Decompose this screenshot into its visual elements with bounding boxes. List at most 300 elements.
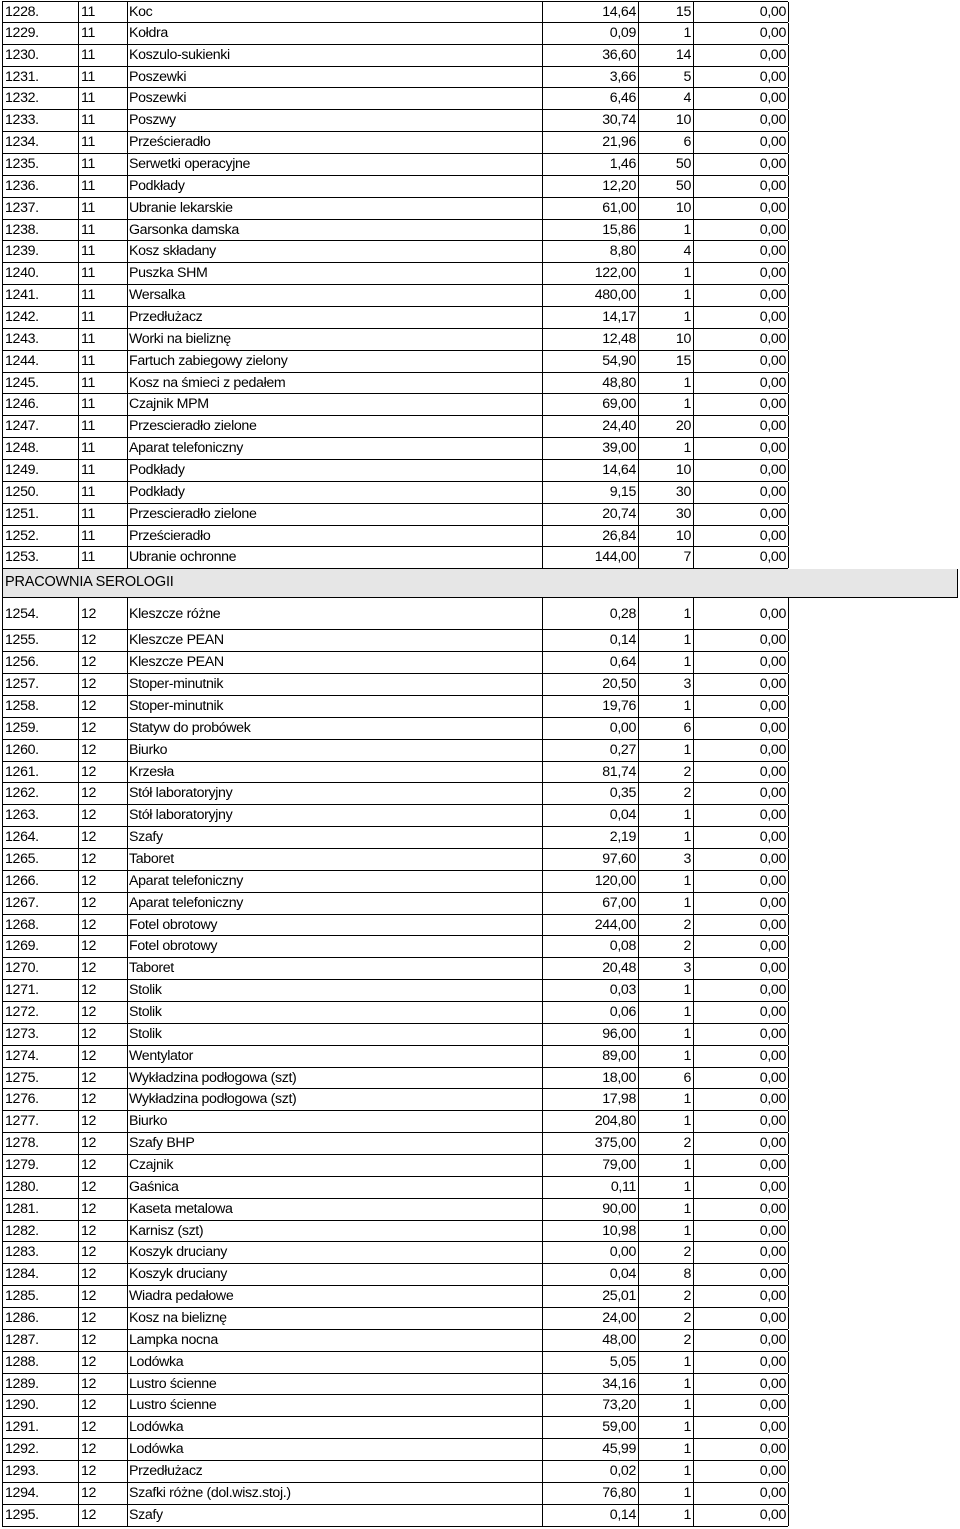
unit-value-cell: 39,00 bbox=[543, 438, 639, 459]
item-name-cell: Biurko bbox=[128, 740, 543, 761]
group-code-cell: 12 bbox=[79, 1461, 128, 1482]
group-code-cell: 12 bbox=[79, 1199, 128, 1220]
table-row bbox=[2, 1111, 788, 1133]
group-code-cell: 12 bbox=[79, 1417, 128, 1438]
section-header bbox=[2, 569, 958, 598]
group-code-cell: 11 bbox=[79, 2, 128, 22]
balance-value-cell: 0,00 bbox=[694, 630, 789, 651]
group-code-cell: 12 bbox=[79, 827, 128, 848]
item-name-cell: Szafy bbox=[128, 1505, 543, 1526]
item-name-cell: Lustro ścienne bbox=[128, 1395, 543, 1416]
quantity-cell: 15 bbox=[639, 2, 694, 22]
unit-value-cell: 0,00 bbox=[543, 1242, 639, 1263]
balance-value-cell: 0,00 bbox=[694, 652, 789, 673]
row-number-cell: 1260. bbox=[3, 740, 79, 761]
table-row bbox=[2, 674, 788, 696]
group-code-cell: 12 bbox=[79, 936, 128, 957]
group-code-cell: 11 bbox=[79, 373, 128, 394]
row-number-cell: 1246. bbox=[3, 394, 79, 415]
item-name-cell: Koszyk druciany bbox=[128, 1242, 543, 1263]
row-number-cell: 1269. bbox=[3, 936, 79, 957]
unit-value-cell: 61,00 bbox=[543, 198, 639, 219]
group-code-cell: 11 bbox=[79, 198, 128, 219]
item-name-cell: Aparat telefoniczny bbox=[128, 871, 543, 892]
quantity-cell: 2 bbox=[639, 936, 694, 957]
item-name-cell: Stolik bbox=[128, 1002, 543, 1023]
balance-value-cell: 0,00 bbox=[694, 1221, 789, 1242]
section-title: PRACOWNIA SEROLOGII bbox=[5, 574, 174, 591]
unit-value-cell: 375,00 bbox=[543, 1133, 639, 1154]
quantity-cell: 6 bbox=[639, 132, 694, 153]
unit-value-cell: 25,01 bbox=[543, 1286, 639, 1307]
group-code-cell: 11 bbox=[79, 132, 128, 153]
quantity-cell: 10 bbox=[639, 110, 694, 131]
table-row bbox=[2, 740, 788, 762]
table-row bbox=[2, 263, 788, 285]
group-code-cell: 12 bbox=[79, 1352, 128, 1373]
table-row bbox=[2, 526, 788, 548]
quantity-cell: 1 bbox=[639, 1461, 694, 1482]
item-name-cell: Poszewki bbox=[128, 88, 543, 109]
unit-value-cell: 122,00 bbox=[543, 263, 639, 284]
table-row bbox=[2, 482, 788, 504]
quantity-cell: 4 bbox=[639, 241, 694, 262]
unit-value-cell: 12,48 bbox=[543, 329, 639, 350]
balance-value-cell: 0,00 bbox=[694, 154, 789, 175]
group-code-cell: 11 bbox=[79, 394, 128, 415]
quantity-cell: 1 bbox=[639, 652, 694, 673]
row-number-cell: 1253. bbox=[3, 547, 79, 568]
group-code-cell: 12 bbox=[79, 1286, 128, 1307]
table-row bbox=[2, 438, 788, 460]
balance-value-cell: 0,00 bbox=[694, 45, 789, 66]
unit-value-cell: 96,00 bbox=[543, 1024, 639, 1045]
group-code-cell: 11 bbox=[79, 67, 128, 88]
balance-value-cell: 0,00 bbox=[694, 762, 789, 783]
row-number-cell: 1271. bbox=[3, 980, 79, 1001]
item-name-cell: Lodówka bbox=[128, 1439, 543, 1460]
quantity-cell: 30 bbox=[639, 504, 694, 525]
item-name-cell: Biurko bbox=[128, 1111, 543, 1132]
table-row bbox=[2, 1068, 788, 1090]
unit-value-cell: 79,00 bbox=[543, 1155, 639, 1176]
table-row bbox=[2, 1330, 788, 1352]
balance-value-cell: 0,00 bbox=[694, 1308, 789, 1329]
table-row bbox=[2, 871, 788, 893]
quantity-cell: 3 bbox=[639, 849, 694, 870]
item-name-cell: Podkłady bbox=[128, 460, 543, 481]
balance-value-cell: 0,00 bbox=[694, 871, 789, 892]
quantity-cell: 5 bbox=[639, 67, 694, 88]
row-number-cell: 1228. bbox=[3, 2, 79, 22]
row-number-cell: 1289. bbox=[3, 1374, 79, 1395]
unit-value-cell: 69,00 bbox=[543, 394, 639, 415]
table-row bbox=[2, 980, 788, 1002]
row-number-cell: 1288. bbox=[3, 1352, 79, 1373]
group-code-cell: 11 bbox=[79, 547, 128, 568]
unit-value-cell: 24,00 bbox=[543, 1308, 639, 1329]
table-row bbox=[2, 198, 788, 220]
quantity-cell: 30 bbox=[639, 482, 694, 503]
unit-value-cell: 0,06 bbox=[543, 1002, 639, 1023]
unit-value-cell: 0,08 bbox=[543, 936, 639, 957]
unit-value-cell: 0,03 bbox=[543, 980, 639, 1001]
row-number-cell: 1281. bbox=[3, 1199, 79, 1220]
quantity-cell: 1 bbox=[639, 1439, 694, 1460]
item-name-cell: Lodówka bbox=[128, 1417, 543, 1438]
balance-value-cell: 0,00 bbox=[694, 1286, 789, 1307]
row-number-cell: 1273. bbox=[3, 1024, 79, 1045]
row-number-cell: 1256. bbox=[3, 652, 79, 673]
unit-value-cell: 45,99 bbox=[543, 1439, 639, 1460]
unit-value-cell: 90,00 bbox=[543, 1199, 639, 1220]
balance-value-cell: 0,00 bbox=[694, 1068, 789, 1089]
group-code-cell: 12 bbox=[79, 674, 128, 695]
quantity-cell: 10 bbox=[639, 460, 694, 481]
unit-value-cell: 2,19 bbox=[543, 827, 639, 848]
quantity-cell: 1 bbox=[639, 1046, 694, 1067]
group-code-cell: 11 bbox=[79, 504, 128, 525]
balance-value-cell: 0,00 bbox=[694, 241, 789, 262]
table-row bbox=[2, 88, 788, 110]
table-row bbox=[2, 132, 788, 154]
unit-value-cell: 1,46 bbox=[543, 154, 639, 175]
quantity-cell: 3 bbox=[639, 958, 694, 979]
item-name-cell: Fartuch zabiegowy zielony bbox=[128, 351, 543, 372]
row-number-cell: 1274. bbox=[3, 1046, 79, 1067]
table-row bbox=[2, 1177, 788, 1199]
quantity-cell: 1 bbox=[639, 285, 694, 306]
balance-value-cell: 0,00 bbox=[694, 307, 789, 328]
quantity-cell: 1 bbox=[639, 1024, 694, 1045]
table-row bbox=[2, 1155, 788, 1177]
item-name-cell: Wykładzina podłogowa (szt) bbox=[128, 1089, 543, 1110]
table-row bbox=[2, 176, 788, 198]
unit-value-cell: 67,00 bbox=[543, 893, 639, 914]
balance-value-cell: 0,00 bbox=[694, 827, 789, 848]
balance-value-cell: 0,00 bbox=[694, 1111, 789, 1132]
balance-value-cell: 0,00 bbox=[694, 88, 789, 109]
table-row bbox=[2, 1133, 788, 1155]
balance-value-cell: 0,00 bbox=[694, 1199, 789, 1220]
item-name-cell: Aparat telefoniczny bbox=[128, 438, 543, 459]
group-code-cell: 12 bbox=[79, 1221, 128, 1242]
group-code-cell: 12 bbox=[79, 1089, 128, 1110]
unit-value-cell: 15,86 bbox=[543, 220, 639, 241]
balance-value-cell: 0,00 bbox=[694, 526, 789, 547]
quantity-cell: 1 bbox=[639, 630, 694, 651]
balance-value-cell: 0,00 bbox=[694, 482, 789, 503]
unit-value-cell: 20,50 bbox=[543, 674, 639, 695]
quantity-cell: 1 bbox=[639, 220, 694, 241]
group-code-cell: 12 bbox=[79, 1505, 128, 1526]
quantity-cell: 14 bbox=[639, 45, 694, 66]
row-number-cell: 1284. bbox=[3, 1264, 79, 1285]
unit-value-cell: 73,20 bbox=[543, 1395, 639, 1416]
group-code-cell: 12 bbox=[79, 1395, 128, 1416]
table-row bbox=[2, 1264, 788, 1286]
unit-value-cell: 20,74 bbox=[543, 504, 639, 525]
quantity-cell: 1 bbox=[639, 263, 694, 284]
quantity-cell: 1 bbox=[639, 980, 694, 1001]
item-name-cell: Stół laboratoryjny bbox=[128, 805, 543, 826]
row-number-cell: 1293. bbox=[3, 1461, 79, 1482]
item-name-cell: Przescieradło zielone bbox=[128, 504, 543, 525]
unit-value-cell: 0,35 bbox=[543, 783, 639, 804]
unit-value-cell: 0,04 bbox=[543, 805, 639, 826]
row-number-cell: 1283. bbox=[3, 1242, 79, 1263]
group-code-cell: 12 bbox=[79, 1111, 128, 1132]
item-name-cell: Kosz na bieliznę bbox=[128, 1308, 543, 1329]
quantity-cell: 2 bbox=[639, 783, 694, 804]
balance-value-cell: 0,00 bbox=[694, 958, 789, 979]
group-code-cell: 11 bbox=[79, 460, 128, 481]
group-code-cell: 11 bbox=[79, 176, 128, 197]
item-name-cell: Statyw do probówek bbox=[128, 718, 543, 739]
quantity-cell: 1 bbox=[639, 438, 694, 459]
table-row bbox=[2, 1024, 788, 1046]
balance-value-cell: 0,00 bbox=[694, 1483, 789, 1504]
table-row bbox=[2, 762, 788, 784]
item-name-cell: Stolik bbox=[128, 980, 543, 1001]
unit-value-cell: 480,00 bbox=[543, 285, 639, 306]
row-number-cell: 1276. bbox=[3, 1089, 79, 1110]
quantity-cell: 2 bbox=[639, 1308, 694, 1329]
balance-value-cell: 0,00 bbox=[694, 1046, 789, 1067]
unit-value-cell: 244,00 bbox=[543, 915, 639, 936]
quantity-cell: 1 bbox=[639, 696, 694, 717]
unit-value-cell: 19,76 bbox=[543, 696, 639, 717]
balance-value-cell: 0,00 bbox=[694, 1330, 789, 1351]
item-name-cell: Prześcieradło bbox=[128, 132, 543, 153]
table-row bbox=[2, 718, 788, 740]
item-name-cell: Kosz na śmieci z pedałem bbox=[128, 373, 543, 394]
table-row bbox=[2, 1, 788, 23]
row-number-cell: 1250. bbox=[3, 482, 79, 503]
unit-value-cell: 0,14 bbox=[543, 1505, 639, 1526]
balance-value-cell: 0,00 bbox=[694, 1439, 789, 1460]
table-row bbox=[2, 958, 788, 980]
item-name-cell: Krzesła bbox=[128, 762, 543, 783]
table-row bbox=[2, 1461, 788, 1483]
balance-value-cell: 0,00 bbox=[694, 1352, 789, 1373]
row-number-cell: 1263. bbox=[3, 805, 79, 826]
quantity-cell: 4 bbox=[639, 88, 694, 109]
group-code-cell: 12 bbox=[79, 1242, 128, 1263]
group-code-cell: 12 bbox=[79, 652, 128, 673]
item-name-cell: Czajnik MPM bbox=[128, 394, 543, 415]
group-code-cell: 12 bbox=[79, 696, 128, 717]
table-row bbox=[2, 1417, 788, 1439]
table-row bbox=[2, 1505, 788, 1527]
row-number-cell: 1241. bbox=[3, 285, 79, 306]
group-code-cell: 12 bbox=[79, 805, 128, 826]
balance-value-cell: 0,00 bbox=[694, 1155, 789, 1176]
balance-value-cell: 0,00 bbox=[694, 1461, 789, 1482]
item-name-cell: Przedłużacz bbox=[128, 307, 543, 328]
item-name-cell: Kaseta metalowa bbox=[128, 1199, 543, 1220]
balance-value-cell: 0,00 bbox=[694, 980, 789, 1001]
row-number-cell: 1232. bbox=[3, 88, 79, 109]
item-name-cell: Kleszcze PEAN bbox=[128, 652, 543, 673]
row-number-cell: 1237. bbox=[3, 198, 79, 219]
table-row bbox=[2, 547, 788, 569]
quantity-cell: 1 bbox=[639, 805, 694, 826]
table-row bbox=[2, 416, 788, 438]
unit-value-cell: 48,80 bbox=[543, 373, 639, 394]
item-name-cell: Kołdra bbox=[128, 23, 543, 44]
balance-value-cell: 0,00 bbox=[694, 1177, 789, 1198]
row-number-cell: 1262. bbox=[3, 783, 79, 804]
item-name-cell: Garsonka damska bbox=[128, 220, 543, 241]
item-name-cell: Koszulo-sukienki bbox=[128, 45, 543, 66]
quantity-cell: 2 bbox=[639, 1330, 694, 1351]
balance-value-cell: 0,00 bbox=[694, 674, 789, 695]
table-row bbox=[2, 696, 788, 718]
unit-value-cell: 10,98 bbox=[543, 1221, 639, 1242]
row-number-cell: 1279. bbox=[3, 1155, 79, 1176]
table-row bbox=[2, 110, 788, 132]
quantity-cell: 1 bbox=[639, 1155, 694, 1176]
group-code-cell: 12 bbox=[79, 1133, 128, 1154]
row-number-cell: 1270. bbox=[3, 958, 79, 979]
balance-value-cell: 0,00 bbox=[694, 416, 789, 437]
group-code-cell: 12 bbox=[79, 1046, 128, 1067]
table-row bbox=[2, 1221, 788, 1243]
table-body-section-11 bbox=[2, 1, 788, 569]
group-code-cell: 12 bbox=[79, 980, 128, 1001]
unit-value-cell: 9,15 bbox=[543, 482, 639, 503]
unit-value-cell: 0,11 bbox=[543, 1177, 639, 1198]
item-name-cell: Ubranie lekarskie bbox=[128, 198, 543, 219]
unit-value-cell: 14,17 bbox=[543, 307, 639, 328]
balance-value-cell: 0,00 bbox=[694, 394, 789, 415]
unit-value-cell: 0,14 bbox=[543, 630, 639, 651]
balance-value-cell: 0,00 bbox=[694, 1264, 789, 1285]
group-code-cell: 12 bbox=[79, 762, 128, 783]
table-row bbox=[2, 936, 788, 958]
row-number-cell: 1249. bbox=[3, 460, 79, 481]
row-number-cell: 1290. bbox=[3, 1395, 79, 1416]
item-name-cell: Gaśnica bbox=[128, 1177, 543, 1198]
quantity-cell: 1 bbox=[639, 1483, 694, 1504]
group-code-cell: 12 bbox=[79, 1439, 128, 1460]
row-number-cell: 1287. bbox=[3, 1330, 79, 1351]
group-code-cell: 11 bbox=[79, 438, 128, 459]
table-row bbox=[2, 329, 788, 351]
quantity-cell: 2 bbox=[639, 1286, 694, 1307]
row-number-cell: 1291. bbox=[3, 1417, 79, 1438]
unit-value-cell: 17,98 bbox=[543, 1089, 639, 1110]
unit-value-cell: 36,60 bbox=[543, 45, 639, 66]
unit-value-cell: 0,09 bbox=[543, 23, 639, 44]
group-code-cell: 11 bbox=[79, 263, 128, 284]
row-number-cell: 1251. bbox=[3, 504, 79, 525]
quantity-cell: 10 bbox=[639, 198, 694, 219]
table-row bbox=[2, 220, 788, 242]
balance-value-cell: 0,00 bbox=[694, 285, 789, 306]
unit-value-cell: 120,00 bbox=[543, 871, 639, 892]
quantity-cell: 1 bbox=[639, 394, 694, 415]
item-name-cell: Kleszcze różne bbox=[128, 598, 543, 629]
balance-value-cell: 0,00 bbox=[694, 1089, 789, 1110]
quantity-cell: 2 bbox=[639, 915, 694, 936]
table-row bbox=[2, 285, 788, 307]
table-row bbox=[2, 1395, 788, 1417]
balance-value-cell: 0,00 bbox=[694, 740, 789, 761]
unit-value-cell: 5,05 bbox=[543, 1352, 639, 1373]
item-name-cell: Aparat telefoniczny bbox=[128, 893, 543, 914]
group-code-cell: 12 bbox=[79, 1264, 128, 1285]
group-code-cell: 11 bbox=[79, 241, 128, 262]
group-code-cell: 12 bbox=[79, 718, 128, 739]
item-name-cell: Stoper-minutnik bbox=[128, 696, 543, 717]
balance-value-cell: 0,00 bbox=[694, 718, 789, 739]
group-code-cell: 12 bbox=[79, 1002, 128, 1023]
table-row bbox=[2, 307, 788, 329]
group-code-cell: 11 bbox=[79, 23, 128, 44]
group-code-cell: 11 bbox=[79, 285, 128, 306]
quantity-cell: 50 bbox=[639, 154, 694, 175]
unit-value-cell: 0,28 bbox=[543, 598, 639, 629]
unit-value-cell: 8,80 bbox=[543, 241, 639, 262]
item-name-cell: Stoper-minutnik bbox=[128, 674, 543, 695]
balance-value-cell: 0,00 bbox=[694, 936, 789, 957]
group-code-cell: 12 bbox=[79, 958, 128, 979]
item-name-cell: Lampka nocna bbox=[128, 1330, 543, 1351]
quantity-cell: 6 bbox=[639, 718, 694, 739]
quantity-cell: 1 bbox=[639, 1089, 694, 1110]
quantity-cell: 1 bbox=[639, 1002, 694, 1023]
quantity-cell: 2 bbox=[639, 1242, 694, 1263]
unit-value-cell: 89,00 bbox=[543, 1046, 639, 1067]
row-number-cell: 1231. bbox=[3, 67, 79, 88]
row-number-cell: 1252. bbox=[3, 526, 79, 547]
group-code-cell: 12 bbox=[79, 630, 128, 651]
unit-value-cell: 6,46 bbox=[543, 88, 639, 109]
item-name-cell: Fotel obrotowy bbox=[128, 936, 543, 957]
item-name-cell: Przedłużacz bbox=[128, 1461, 543, 1482]
balance-value-cell: 0,00 bbox=[694, 1002, 789, 1023]
unit-value-cell: 14,64 bbox=[543, 460, 639, 481]
item-name-cell: Szafy bbox=[128, 827, 543, 848]
group-code-cell: 11 bbox=[79, 351, 128, 372]
table-row bbox=[2, 1352, 788, 1374]
balance-value-cell: 0,00 bbox=[694, 198, 789, 219]
balance-value-cell: 0,00 bbox=[694, 1133, 789, 1154]
unit-value-cell: 0,00 bbox=[543, 718, 639, 739]
group-code-cell: 11 bbox=[79, 154, 128, 175]
unit-value-cell: 3,66 bbox=[543, 67, 639, 88]
balance-value-cell: 0,00 bbox=[694, 1374, 789, 1395]
item-name-cell: Koc bbox=[128, 2, 543, 22]
table-row bbox=[2, 351, 788, 373]
item-name-cell: Fotel obrotowy bbox=[128, 915, 543, 936]
quantity-cell: 6 bbox=[639, 1068, 694, 1089]
table-row bbox=[2, 915, 788, 937]
balance-value-cell: 0,00 bbox=[694, 1024, 789, 1045]
balance-value-cell: 0,00 bbox=[694, 67, 789, 88]
unit-value-cell: 21,96 bbox=[543, 132, 639, 153]
row-number-cell: 1257. bbox=[3, 674, 79, 695]
quantity-cell: 15 bbox=[639, 351, 694, 372]
group-code-cell: 12 bbox=[79, 915, 128, 936]
group-code-cell: 12 bbox=[79, 893, 128, 914]
item-name-cell: Kleszcze PEAN bbox=[128, 630, 543, 651]
row-number-cell: 1247. bbox=[3, 416, 79, 437]
item-name-cell: Karnisz (szt) bbox=[128, 1221, 543, 1242]
item-name-cell: Serwetki operacyjne bbox=[128, 154, 543, 175]
